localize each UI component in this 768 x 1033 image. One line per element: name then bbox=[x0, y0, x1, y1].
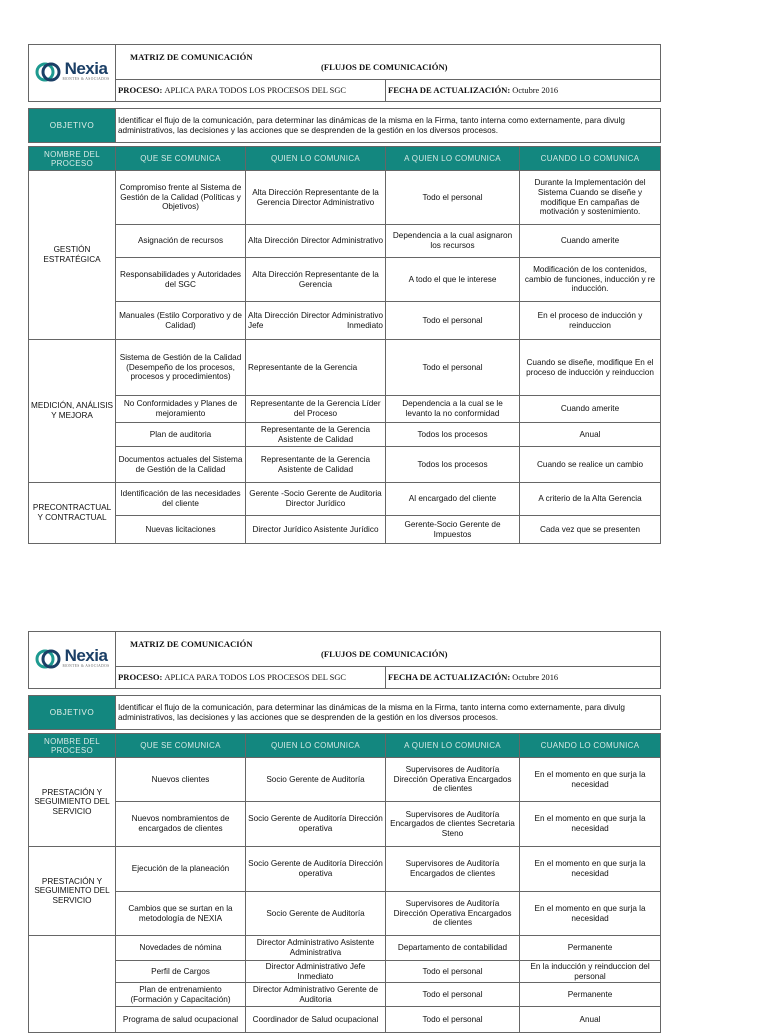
cuando-cell: Cada vez que se presenten bbox=[520, 516, 661, 544]
cuando-cell: En la inducción y reinduccion del personal bbox=[520, 961, 661, 983]
que-cell: Nuevas licitaciones bbox=[116, 516, 246, 544]
logo-tagline: MONTES & ASOCIADOS bbox=[62, 77, 110, 82]
doc-subtitle: (FLUJOS DE COMUNICACIÓN) bbox=[321, 62, 448, 72]
doc-title: MATRIZ DE COMUNICACIÓN bbox=[130, 639, 253, 649]
objetivo-label: OBJETIVO bbox=[29, 696, 116, 730]
col-nombre-proceso: NOMBRE DEL PROCESO bbox=[29, 734, 116, 758]
quien-cell: Representante de la Gerencia Líder del Proceso bbox=[246, 396, 386, 423]
logo-tagline: MONTES & ASOCIADOS bbox=[62, 664, 110, 669]
table-row bbox=[29, 225, 661, 258]
col-quien-lo-comunica: QUIEN LO COMUNICA bbox=[246, 734, 386, 758]
proceso-label: PROCESO: bbox=[118, 84, 163, 95]
quien-cell: Director Administrativo Jefe Inmediato bbox=[246, 961, 386, 983]
a-quien-cell: Todo el personal bbox=[386, 302, 520, 340]
title-cell bbox=[116, 632, 661, 667]
document-header bbox=[28, 44, 661, 102]
table-row bbox=[29, 802, 661, 847]
que-cell: Nuevos nombramientos de encargados de clientes bbox=[116, 802, 246, 847]
col-que-se-comunica: QUE SE COMUNICA bbox=[116, 147, 246, 171]
cuando-cell: Cuando se diseñe, modifique En el proceso de inducción y reinduccion bbox=[520, 340, 661, 396]
quien-cell: Representante de la Gerencia bbox=[246, 340, 386, 396]
fecha-value: Octubre 2016 bbox=[512, 85, 559, 95]
nexia-logo-icon bbox=[35, 61, 61, 83]
table-row bbox=[29, 758, 661, 802]
quien-cell: Representante de la Gerencia Asistente de Calidad bbox=[246, 423, 386, 447]
a-quien-cell: Al encargado del cliente bbox=[386, 483, 520, 516]
table-row bbox=[29, 340, 661, 396]
objetivo-line-1: Identificar el flujo de la comunicación, para determinar las dinámicas de la misma en la Firma, tanto interna como externamente, para divulg bbox=[118, 702, 625, 712]
col-que-se-comunica: QUE SE COMUNICA bbox=[116, 734, 246, 758]
quien-cell: Representante de la Gerencia Asistente de Calidad bbox=[246, 447, 386, 483]
table-row bbox=[29, 396, 661, 423]
fecha-label: FECHA DE ACTUALIZACIÓN: bbox=[388, 84, 511, 95]
table-row bbox=[29, 516, 661, 544]
que-cell: Compromiso frente al Sistema de Gestión de la Calidad (Políticas y Objetivos) bbox=[116, 171, 246, 225]
que-cell: Cambios que se surtan en la metodología de NEXIA bbox=[116, 892, 246, 936]
cuando-cell: Cuando amerite bbox=[520, 396, 661, 423]
quien-cell: Alta Dirección Representante de la Gerencia bbox=[246, 258, 386, 302]
table-row bbox=[29, 302, 661, 340]
logo-cell bbox=[29, 45, 116, 102]
cuando-cell: En el momento en que surja la necesidad bbox=[520, 892, 661, 936]
nexia-logo-icon bbox=[35, 648, 61, 670]
logo-cell bbox=[29, 632, 116, 689]
process-name: GESTIÓN ESTRATÉGICA bbox=[29, 171, 116, 340]
table-row bbox=[29, 936, 661, 961]
a-quien-cell: Todos los procesos bbox=[386, 423, 520, 447]
proceso-cell bbox=[116, 667, 386, 689]
que-cell: No Conformidades y Planes de mejoramiento bbox=[116, 396, 246, 423]
title-cell bbox=[116, 45, 661, 80]
a-quien-cell: Supervisores de Auditoría Encargados de clientes Secretaria Steno bbox=[386, 802, 520, 847]
quien-cell: Coordinador de Salud ocupacional bbox=[246, 1007, 386, 1033]
a-quien-cell: A todo el que le interese bbox=[386, 258, 520, 302]
cuando-cell: En el proceso de inducción y reinduccion bbox=[520, 302, 661, 340]
que-cell: Plan de auditoria bbox=[116, 423, 246, 447]
cuando-cell: Durante la Implementación del Sistema Cuando se diseñe y modifique En campañas de motivación y sostenimiento. bbox=[520, 171, 661, 225]
logo-wordmark: Nexia bbox=[64, 59, 108, 79]
doc-title: MATRIZ DE COMUNICACIÓN bbox=[130, 52, 253, 62]
column-header-row bbox=[29, 734, 661, 758]
quien-cell: Gerente -Socio Gerente de Auditoria Director Jurídico bbox=[246, 483, 386, 516]
quien-cell: Alta Dirección Director Administrativo Jefe Inmediato bbox=[246, 302, 386, 340]
que-cell: Plan de entrenamiento (Formación y Capacitación) bbox=[116, 983, 246, 1007]
proceso-value: APLICA PARA TODOS LOS PROCESOS DEL SGC bbox=[164, 672, 346, 682]
a-quien-cell: Supervisores de Auditoría Dirección Operativa Encargados de clientes bbox=[386, 892, 520, 936]
objetivo-line-2: administrativos, las decisiones y las acciones que se desprenden de la gestión en los diversos procesos. bbox=[118, 712, 499, 722]
col-nombre-proceso: NOMBRE DEL PROCESO bbox=[29, 147, 116, 171]
column-header-row bbox=[29, 147, 661, 171]
quien-cell: Socio Gerente de Auditoría Dirección operativa bbox=[246, 847, 386, 892]
quien-cell: Alta Dirección Representante de la Gerencia Director Administrativo bbox=[246, 171, 386, 225]
a-quien-cell: Todo el personal bbox=[386, 340, 520, 396]
que-cell: Sistema de Gestión de la Calidad (Desempeño de los procesos, procesos y procedimientos) bbox=[116, 340, 246, 396]
a-quien-cell: Gerente-Socio Gerente de Impuestos bbox=[386, 516, 520, 544]
a-quien-cell: Todo el personal bbox=[386, 171, 520, 225]
cuando-cell: En el momento en que surja la necesidad bbox=[520, 847, 661, 892]
table-row bbox=[29, 1007, 661, 1033]
table-row bbox=[29, 423, 661, 447]
proceso-value: APLICA PARA TODOS LOS PROCESOS DEL SGC bbox=[164, 85, 346, 95]
que-cell: Documentos actuales del Sistema de Gestión de la Calidad bbox=[116, 447, 246, 483]
cuando-cell: Cuando se realice un cambio bbox=[520, 447, 661, 483]
cuando-cell: Permanente bbox=[520, 983, 661, 1007]
que-cell: Perfil de Cargos bbox=[116, 961, 246, 983]
a-quien-cell: Todo el personal bbox=[386, 961, 520, 983]
matrix-page-1 bbox=[28, 44, 768, 544]
a-quien-cell: Todos los procesos bbox=[386, 447, 520, 483]
process-name: MEDICIÓN, ANÁLISIS Y MEJORA bbox=[29, 340, 116, 483]
table-row bbox=[29, 258, 661, 302]
communication-matrix bbox=[28, 695, 661, 1033]
a-quien-cell: Dependencia a la cual asignaron los recursos bbox=[386, 225, 520, 258]
process-name bbox=[29, 936, 116, 1033]
quien-cell: Socio Gerente de Auditoría bbox=[246, 758, 386, 802]
col-cuando-lo-comunica: CUANDO LO COMUNICA bbox=[520, 147, 661, 171]
process-name: PRESTACIÓN Y SEGUIMIENTO DEL SERVICIO bbox=[29, 847, 116, 936]
cuando-cell: En el momento en que surja la necesidad bbox=[520, 758, 661, 802]
table-row bbox=[29, 483, 661, 516]
col-a-quien-lo-comunica: A QUIEN LO COMUNICA bbox=[386, 734, 520, 758]
quien-cell: Director Administrativo Asistente Administrativa bbox=[246, 936, 386, 961]
quien-cell: Alta Dirección Director Administrativo bbox=[246, 225, 386, 258]
cuando-cell: Anual bbox=[520, 423, 661, 447]
que-cell: Ejecución de la planeación bbox=[116, 847, 246, 892]
objetivo-line-2: administrativos, las decisiones y las acciones que se desprenden de la gestión en los diversos procesos. bbox=[118, 125, 499, 135]
table-row bbox=[29, 983, 661, 1007]
cuando-cell: Anual bbox=[520, 1007, 661, 1033]
table-row bbox=[29, 961, 661, 983]
que-cell: Identificación de las necesidades del cliente bbox=[116, 483, 246, 516]
table-row bbox=[29, 847, 661, 892]
a-quien-cell: Supervisores de Auditoría Encargados de clientes bbox=[386, 847, 520, 892]
que-cell: Manuales (Estilo Corporativo y de Calidad) bbox=[116, 302, 246, 340]
a-quien-cell: Supervisores de Auditoría Dirección Operativa Encargados de clientes bbox=[386, 758, 520, 802]
proceso-cell bbox=[116, 80, 386, 102]
col-a-quien-lo-comunica: A QUIEN LO COMUNICA bbox=[386, 147, 520, 171]
col-cuando-lo-comunica: CUANDO LO COMUNICA bbox=[520, 734, 661, 758]
fecha-value: Octubre 2016 bbox=[512, 672, 559, 682]
a-quien-cell: Departamento de contabilidad bbox=[386, 936, 520, 961]
quien-cell: Socio Gerente de Auditoría Dirección operativa bbox=[246, 802, 386, 847]
nexia-logo bbox=[35, 648, 110, 670]
nexia-logo bbox=[35, 61, 110, 83]
quien-cell: Socio Gerente de Auditoría bbox=[246, 892, 386, 936]
process-name: PRESTACIÓN Y SEGUIMIENTO DEL SERVICIO bbox=[29, 758, 116, 847]
fecha-cell bbox=[386, 667, 661, 689]
que-cell: Programa de salud ocupacional bbox=[116, 1007, 246, 1033]
col-quien-lo-comunica: QUIEN LO COMUNICA bbox=[246, 147, 386, 171]
fecha-cell bbox=[386, 80, 661, 102]
cuando-cell: En el momento en que surja la necesidad bbox=[520, 802, 661, 847]
document-header bbox=[28, 631, 661, 689]
quien-cell: Director Administrativo Gerente de Auditoria bbox=[246, 983, 386, 1007]
que-cell: Nuevos clientes bbox=[116, 758, 246, 802]
table-row bbox=[29, 171, 661, 225]
communication-matrix bbox=[28, 108, 661, 544]
cuando-cell: Permanente bbox=[520, 936, 661, 961]
proceso-label: PROCESO: bbox=[118, 671, 163, 682]
matrix-page-2 bbox=[28, 631, 768, 1033]
cuando-cell: Modificación de los contenidos, cambio de funciones, inducción y re inducción. bbox=[520, 258, 661, 302]
que-cell: Novedades de nómina bbox=[116, 936, 246, 961]
que-cell: Responsabilidades y Autoridades del SGC bbox=[116, 258, 246, 302]
objetivo-line-1: Identificar el flujo de la comunicación, para determinar las dinámicas de la misma en la Firma, tanto interna como externamente, para divulg bbox=[118, 115, 625, 125]
quien-cell: Director Jurídico Asistente Jurídico bbox=[246, 516, 386, 544]
a-quien-cell: Todo el personal bbox=[386, 983, 520, 1007]
fecha-label: FECHA DE ACTUALIZACIÓN: bbox=[388, 671, 511, 682]
cuando-cell: Cuando amerite bbox=[520, 225, 661, 258]
objetivo-label: OBJETIVO bbox=[29, 109, 116, 143]
a-quien-cell: Todo el personal bbox=[386, 1007, 520, 1033]
logo-wordmark: Nexia bbox=[64, 646, 108, 666]
a-quien-cell: Dependencia a la cual se le levanto la no conformidad bbox=[386, 396, 520, 423]
doc-subtitle: (FLUJOS DE COMUNICACIÓN) bbox=[321, 649, 448, 659]
process-name: PRECONTRACTUAL Y CONTRACTUAL bbox=[29, 483, 116, 544]
cuando-cell: A criterio de la Alta Gerencia bbox=[520, 483, 661, 516]
que-cell: Asignación de recursos bbox=[116, 225, 246, 258]
objetivo-text bbox=[116, 109, 661, 143]
table-row bbox=[29, 447, 661, 483]
table-row bbox=[29, 892, 661, 936]
objetivo-text bbox=[116, 696, 661, 730]
